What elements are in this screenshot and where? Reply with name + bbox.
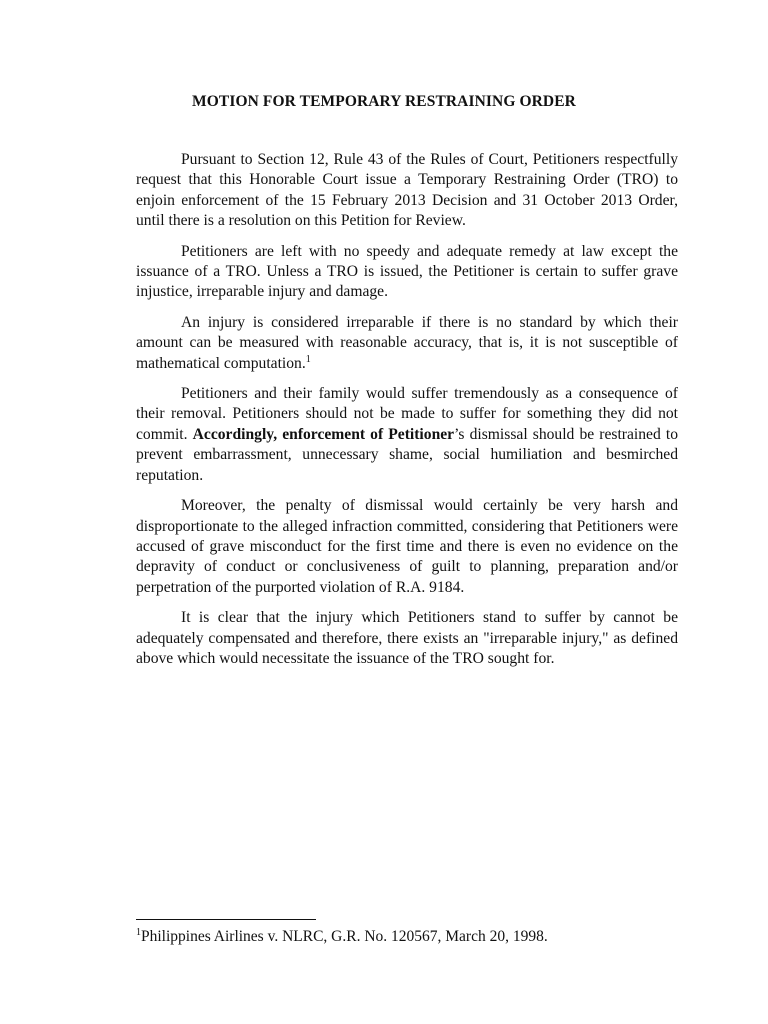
paragraph-3 [136,313,678,374]
paragraph-3-text: An injury is considered irreparable if there is no standard by which their amount can be measured with reasonable accuracy, that is, it is not susceptible of mathematical computation. [136,313,678,372]
paragraph-5: Moreover, the penalty of dismissal would certainly be very harsh and disproportionate to the alleged infraction committed, considering that Petitioners were accused of grave misconduct for the first time and there is even no evidence on the depravity of conduct or conclusiveness of guilt to planning, preparation and/or perpetration of the purported violation of R.A. 9184. [136,497,678,596]
footnote-reference: 1 [305,353,311,365]
paragraph-4-bold-text: Accordingly, enforcement of Petitioner [192,425,455,443]
paragraph-1: Pursuant to Section 12, Rule 43 of the Rules of Court, Petitioners respectfully request that this Honorable Court issue a Temporary Restraining Order (TRO) to enjoin enforcement of the 15 February 2013 Decision and 31 October 2013 Order, until there is a resolution on this Petition for Review. [136,151,678,230]
footnote [136,927,696,947]
paragraph-4 [136,384,678,486]
paragraph-6: It is clear that the injury which Petitioners stand to suffer by cannot be adequately compensated and therefore, there exists an "irreparable injury," as defined above which would necessitate the issuance of the TRO sought for. [136,609,678,667]
paragraph-4-text-before: Petitioners and their family would suffer tremendously as a consequence of their removal. Petitioners should not be made to suffer for something they did not commit. [136,385,678,443]
footnote-marker: 1 [136,926,141,938]
footnote-text: Philippines Airlines v. NLRC, G.R. No. 120567, March 20, 1998. [141,928,548,945]
paragraph-2: Petitioners are left with no speedy and adequate remedy at law except the issuance of a TRO. Unless a TRO is issued, the Petitioner is certain to suffer grave injustice, irreparable injury and damage. [136,242,678,301]
footnote-separator [136,919,316,920]
document-title: MOTION FOR TEMPORARY RESTRAINING ORDER [192,93,576,110]
paragraph-4-text-after: ’s dismissal should be restrained to prevent embarrassment, unnecessary shame, social humiliation and besmirched reputation. [136,425,678,484]
document-body [136,150,678,679]
